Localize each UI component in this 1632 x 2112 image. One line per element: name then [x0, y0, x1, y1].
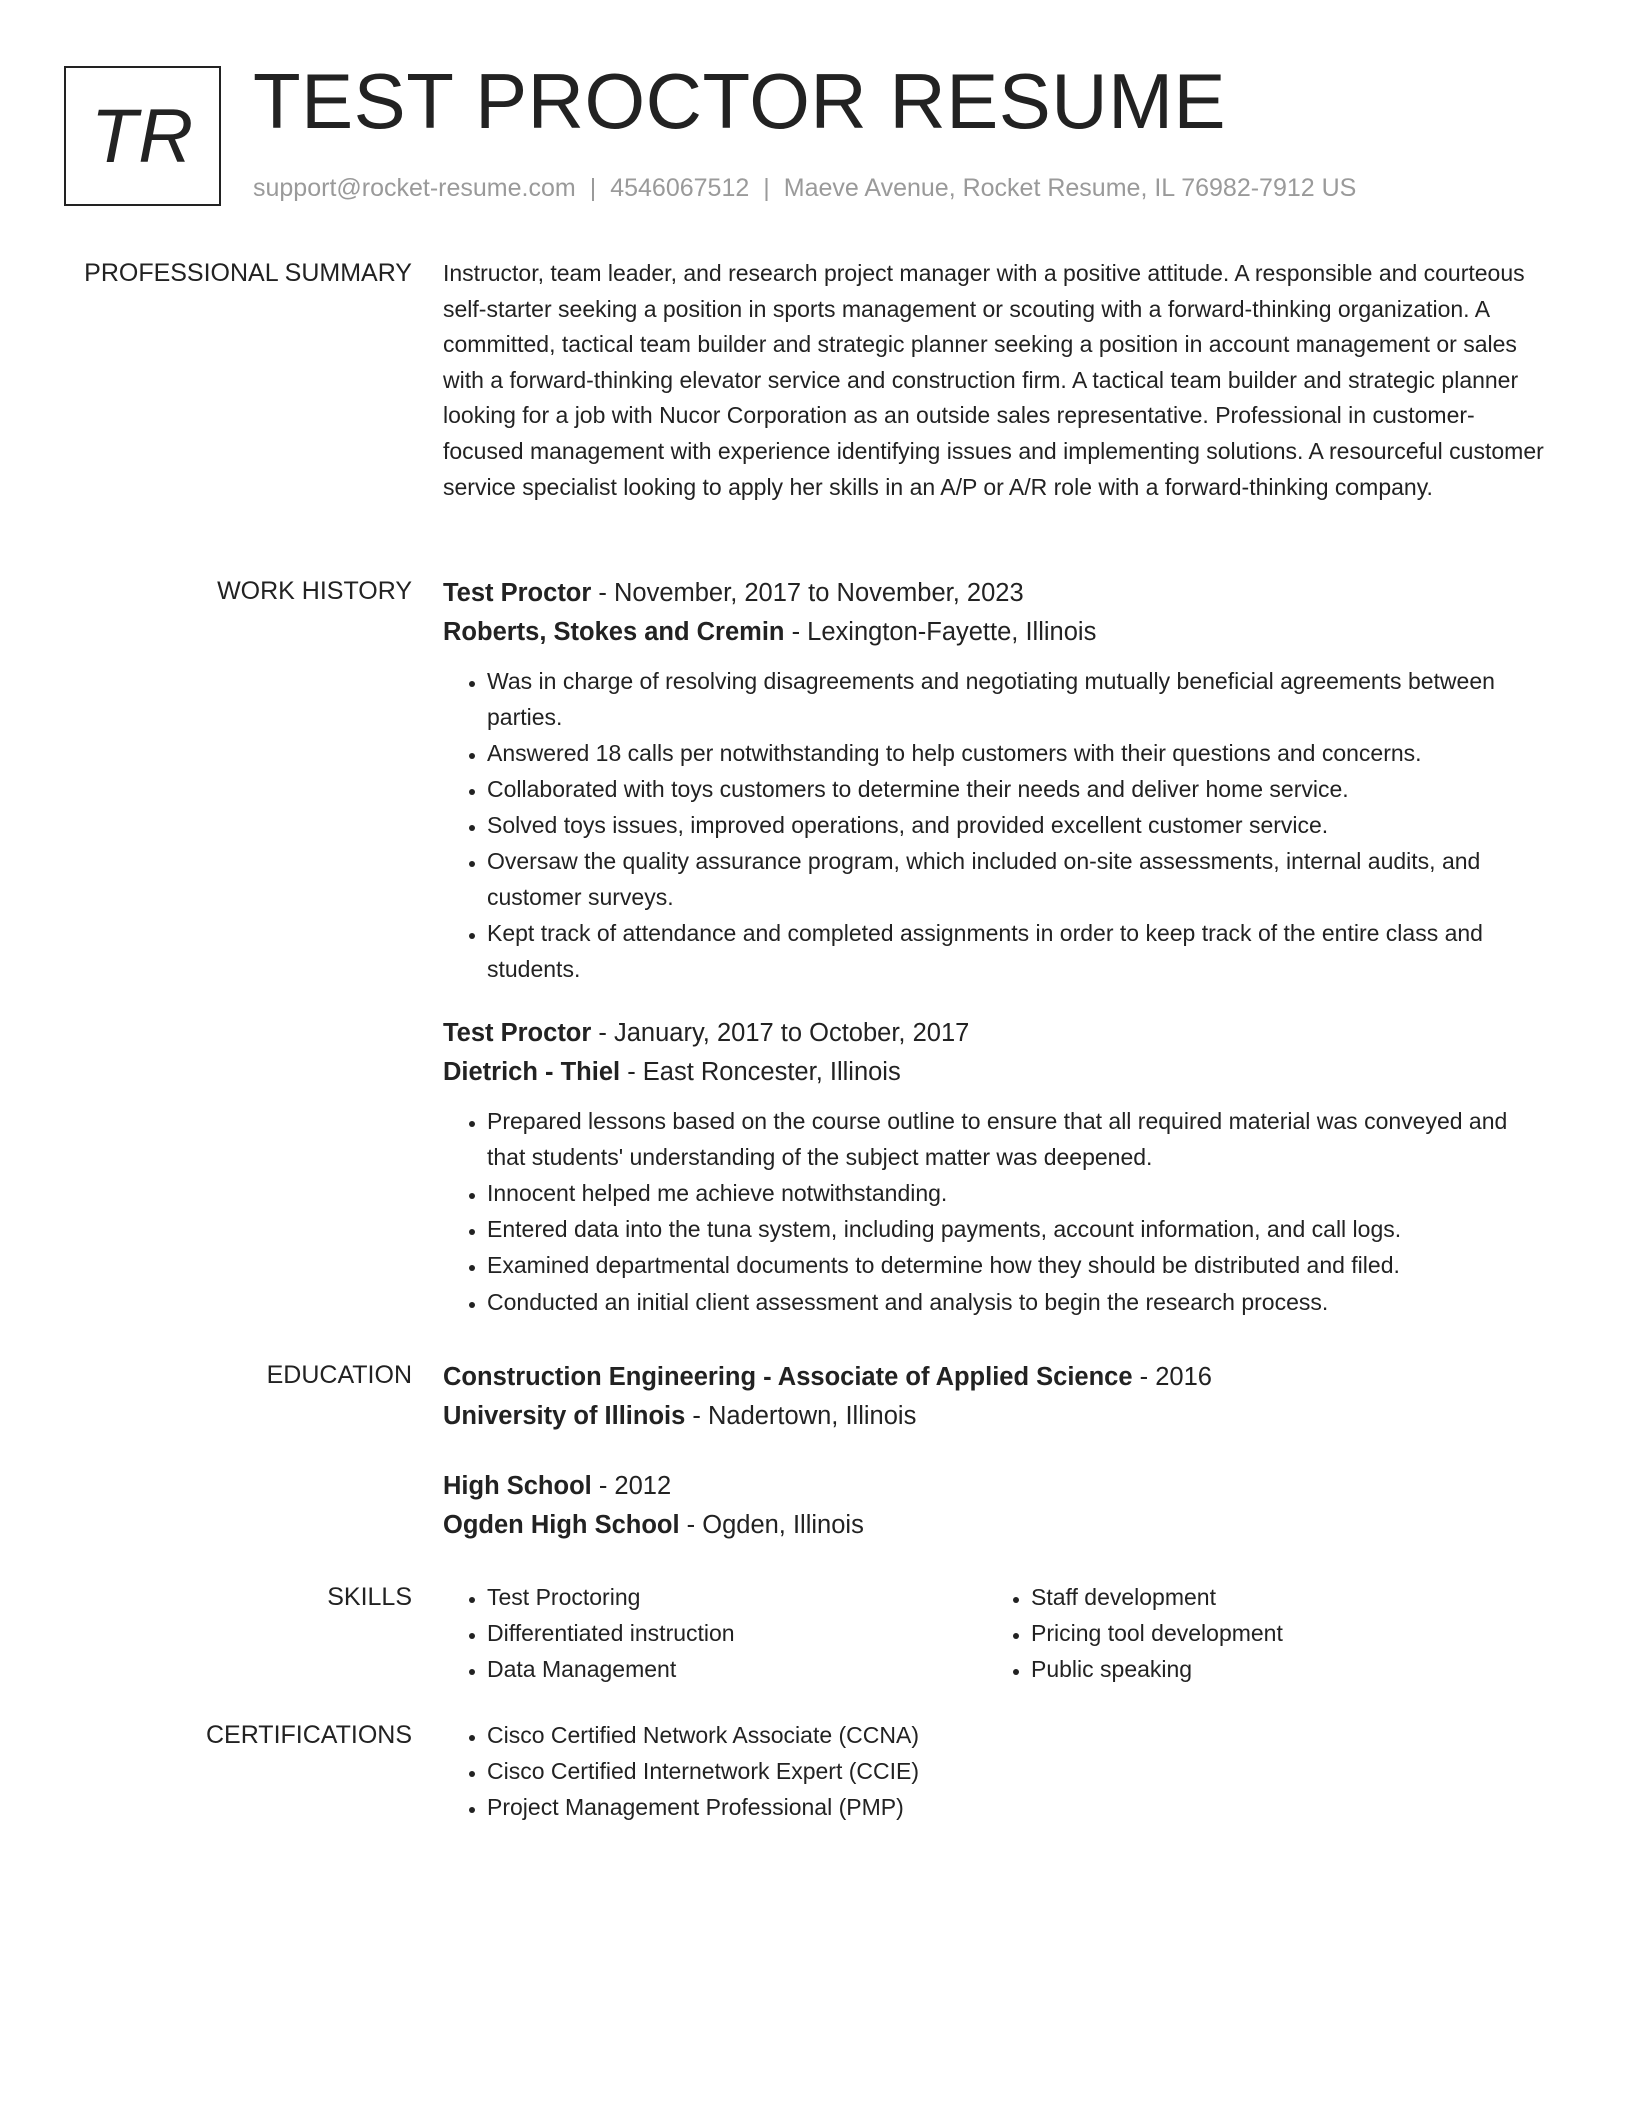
contact-email: support@rocket-resume.com [253, 174, 576, 202]
list-item: • Data Management [487, 1652, 987, 1688]
school-name: University of Illinois [443, 1402, 686, 1430]
job-dates: - January, 2017 to October, 2017 [591, 1019, 970, 1048]
school-line [443, 1506, 1548, 1545]
list-item: • Examined departmental documents to determine how they should be distributed and filed. [487, 1248, 1548, 1284]
skills-grid [443, 1580, 1548, 1689]
resume-title: TEST PROCTOR RESUME [253, 57, 1227, 145]
job-dates: - November, 2017 to November, 2023 [591, 579, 1024, 607]
degree-line [443, 1358, 1548, 1397]
list-item: • Prepared lessons based on the course outline to ensure that all required material was conveyed and that students' understanding of the subject matter was deepened. [487, 1104, 1548, 1175]
job-company: Dietrich - Thiel [443, 1058, 621, 1087]
list-item: • Innocent helped me achieve notwithstanding. [487, 1176, 1548, 1212]
job-title-line [443, 1014, 1548, 1053]
education-body [443, 1358, 1548, 1545]
degree-name: Construction Engineering - Associate of Applied Science [443, 1363, 1133, 1391]
skills-heading: SKILLS [327, 1583, 412, 1611]
degree-year: - 2012 [591, 1472, 672, 1500]
job-title-line [443, 574, 1548, 613]
work-history-heading: WORK HISTORY [217, 577, 412, 605]
list-item: • Collaborated with toys customers to determine their needs and deliver home service. [487, 772, 1548, 808]
job-location: - East Roncester, Illinois [620, 1058, 901, 1087]
monogram-box [64, 66, 221, 206]
degree-name: High School [443, 1472, 592, 1500]
certifications-body [443, 1718, 1548, 1827]
list-item: • Pricing tool development [1031, 1616, 1531, 1652]
list-item: • Project Management Professional (PMP) [487, 1790, 1548, 1826]
job-duties-list [443, 1104, 1548, 1320]
list-item: • Cisco Certified Internetwork Expert (CCIE) [487, 1754, 1548, 1790]
list-item: • Entered data into the tuna system, including payments, account information, and call logs. [487, 1212, 1548, 1248]
job-title: Test Proctor [443, 579, 592, 607]
list-item: • Staff development [1031, 1580, 1531, 1616]
list-item: • Solved toys issues, improved operations, and provided excellent customer service. [487, 808, 1548, 844]
list-item: • Answered 18 calls per notwithstanding to help customers with their questions and concerns. [487, 736, 1548, 772]
list-item: • Test Proctoring [487, 1580, 987, 1616]
list-item: • Kept track of attendance and completed assignments in order to keep track of the entire class and students. [487, 916, 1548, 987]
job-location: - Lexington-Fayette, Illinois [784, 618, 1097, 646]
job-entry [443, 574, 1548, 987]
monogram-initials: TR [90, 93, 195, 179]
job-duties-list [443, 664, 1548, 987]
degree-year: - 2016 [1132, 1363, 1212, 1391]
school-location: - Ogden, Illinois [679, 1511, 864, 1539]
summary-heading: PROFESSIONAL SUMMARY [84, 259, 412, 287]
list-item: • Differentiated instruction [487, 1616, 987, 1652]
list-item: • Public speaking [1031, 1652, 1531, 1688]
education-entry [443, 1358, 1548, 1436]
job-company: Roberts, Stokes and Cremin [443, 618, 785, 646]
education-entry [443, 1467, 1548, 1545]
contact-separator: | [763, 174, 770, 202]
skills-body [443, 1580, 1548, 1689]
school-location: - Nadertown, Illinois [685, 1402, 917, 1430]
job-company-line [443, 1053, 1548, 1092]
certifications-list [443, 1718, 1548, 1826]
summary-text: Instructor, team leader, and research project manager with a positive attitude. A responsible and courteous self-starter seeking a position in sports management or scouting with a forward-thinking organization. A committed, tactical team builder and strategic planner seeking a position in account management or sales with a forward-thinking elevator service and construction firm. A tactical team builder and strategic planner looking for a job with Nucor Corporation as an outside sales representative. Professional in customer-focused management with experience identifying issues and implementing solutions. A resourceful customer service specialist looking to apply her skills in an A/P or A/R role with a forward-thinking company. [443, 260, 1544, 500]
list-item: • Conducted an initial client assessment and analysis to begin the research process. [487, 1285, 1548, 1321]
education-heading: EDUCATION [266, 1361, 412, 1389]
school-line [443, 1397, 1548, 1436]
contact-line [253, 174, 1356, 203]
summary-body [443, 256, 1548, 505]
contact-separator: | [589, 174, 597, 202]
skills-list-left [443, 1580, 987, 1689]
list-item: • Oversaw the quality assurance program, which included on-site assessments, internal audits, and customer surveys. [487, 844, 1548, 915]
work-history-body [443, 574, 1548, 1321]
degree-line [443, 1467, 1548, 1506]
contact-phone: 4546067512 [610, 174, 750, 202]
job-entry [443, 1014, 1548, 1320]
list-item: • Was in charge of resolving disagreements and negotiating mutually beneficial agreements between parties. [487, 664, 1548, 735]
job-title: Test Proctor [443, 1019, 592, 1048]
school-name: Ogden High School [443, 1511, 680, 1539]
contact-address: Maeve Avenue, Rocket Resume, IL 76982-7912 US [783, 174, 1357, 202]
skills-list-right [987, 1580, 1531, 1689]
job-company-line [443, 613, 1548, 652]
certifications-heading: CERTIFICATIONS [205, 1721, 412, 1749]
list-item: • Cisco Certified Network Associate (CCNA) [487, 1718, 1548, 1754]
